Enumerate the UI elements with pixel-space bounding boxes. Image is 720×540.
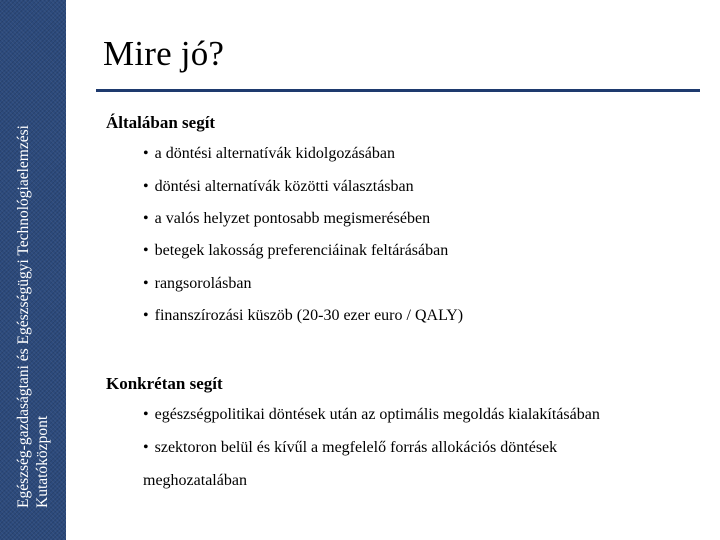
list-item: • egészségpolitikai döntések után az optimális megoldás kialakításában [143, 406, 600, 423]
bullet-icon: • [143, 210, 149, 227]
bullet-icon: • [143, 145, 149, 162]
bullet-icon: • [143, 178, 149, 195]
section-heading-general: Általában segít [106, 113, 216, 132]
bullet-icon: • [143, 439, 149, 456]
section-heading-specific: Konkrétan segít [106, 374, 223, 393]
list-item: • döntési alternatívák közötti választásban [143, 178, 414, 195]
bullet-icon: • [143, 275, 149, 292]
list-item: • a döntési alternatívák kidolgozásában [143, 145, 395, 162]
list-item: • rangsorolásban [143, 275, 252, 292]
sidebar-banner [0, 0, 66, 540]
list-item: • szektoron belül és kívűl a megfelelő forrás allokációs döntések [143, 439, 558, 456]
slide-title: Mire jó? [103, 34, 225, 73]
bullet-icon: • [143, 406, 149, 423]
bullet-icon: • [143, 242, 149, 259]
title-divider [96, 89, 700, 92]
institution-name [14, 88, 52, 508]
list-item-continuation: meghozatalában [143, 472, 247, 489]
list-item: • betegek lakosság preferenciáinak feltárásában [143, 242, 449, 259]
list-item: • a valós helyzet pontosabb megismerésében [143, 210, 431, 227]
institution-name-line1: Egészség-gazdaságtani és Egészségügyi Technológiaelemzési [15, 125, 32, 508]
list-item: • finanszírozási küszöb (20-30 ezer euro / QALY) [143, 307, 464, 324]
institution-name-line2: Kutatóközpont [34, 415, 51, 508]
bullet-icon: • [143, 307, 149, 324]
